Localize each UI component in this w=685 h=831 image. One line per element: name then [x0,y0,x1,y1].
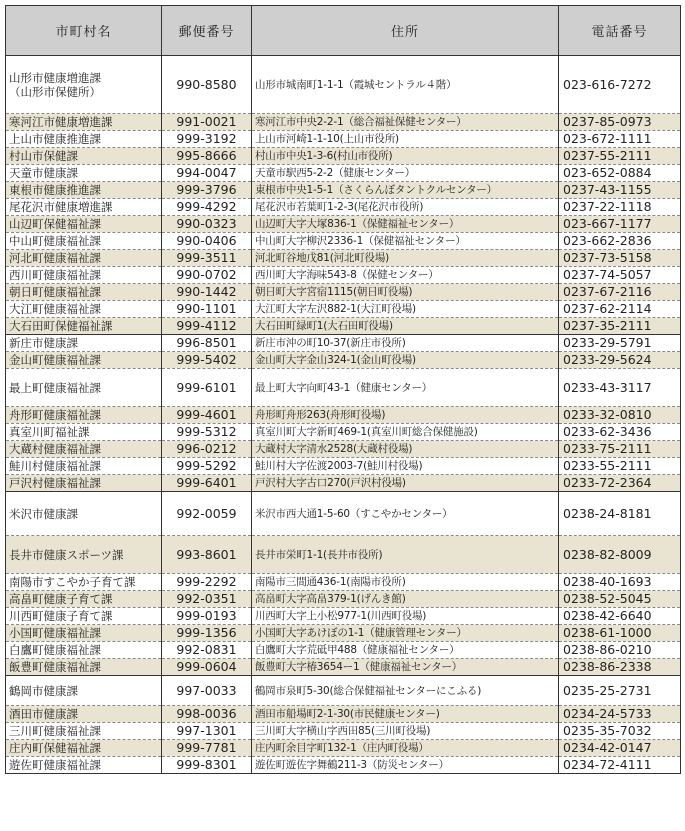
address-cell: 長井市栄町1-1(長井市役所) [252,536,559,574]
table-row [6,335,681,352]
table-row [6,642,681,659]
municipality-cell: 白鷹町健康福祉課 [6,642,162,659]
postal-code-cell: 991-0021 [162,114,252,131]
address-cell: 小国町大字あけぼの1-1（健康管理センター） [252,625,559,642]
postal-code-cell: 990-0702 [162,267,252,284]
address-cell: 大石田町緑町1(大石田町役場) [252,318,559,335]
postal-code-cell: 996-0212 [162,441,252,458]
phone-cell: 0238-40-1693 [559,574,681,591]
table-row [6,574,681,591]
phone-cell: 0233-29-5791 [559,335,681,352]
address-cell: 寒河江市中央2-2-1（総合福祉保健センター） [252,114,559,131]
table-row [6,536,681,574]
phone-cell: 0234-24-5733 [559,706,681,723]
postal-code-cell: 990-1442 [162,284,252,301]
municipality-cell: 寒河江市健康増進課 [6,114,162,131]
table-row [6,182,681,199]
postal-code-cell: 993-8601 [162,536,252,574]
postal-code-cell: 999-2292 [162,574,252,591]
address-cell: 酒田市船場町2-1-30(市民健康センター) [252,706,559,723]
postal-code-cell: 999-5402 [162,352,252,369]
municipality-cell: 遊佐町健康福祉課 [6,757,162,774]
table-row [6,458,681,475]
address-cell: 米沢市西大通1-5-60（すこやかセンター） [252,492,559,536]
address-cell: 遊佐町遊佐字舞鶴211-3（防災センター） [252,757,559,774]
phone-cell: 0237-85-0973 [559,114,681,131]
municipality-cell: 天童市健康課 [6,165,162,182]
phone-cell: 0233-55-2111 [559,458,681,475]
phone-cell: 0238-42-6640 [559,608,681,625]
municipality-cell: 中山町健康福祉課 [6,233,162,250]
postal-code-cell: 999-3796 [162,182,252,199]
phone-cell: 0235-25-2731 [559,676,681,706]
table-row [6,267,681,284]
municipality-cell: 山形市健康増進課 （山形市保健所） [6,56,162,114]
postal-code-cell: 999-4601 [162,407,252,424]
municipality-cell: 新庄市健康課 [6,335,162,352]
table-row [6,250,681,267]
phone-cell: 0237-35-2111 [559,318,681,335]
phone-cell: 0238-24-8181 [559,492,681,536]
table-row [6,740,681,757]
municipality-cell: 舟形町健康福祉課 [6,407,162,424]
table-row [6,608,681,625]
table-row [6,591,681,608]
postal-code-cell: 990-0406 [162,233,252,250]
postal-code-cell: 990-0323 [162,216,252,233]
phone-cell: 0235-35-7032 [559,723,681,740]
phone-cell: 0237-73-5158 [559,250,681,267]
header-postal-code: 郵便番号 [162,6,252,56]
phone-cell: 0233-29-5624 [559,352,681,369]
municipality-cell: 庄内町保健福祉課 [6,740,162,757]
phone-cell: 0233-32-0810 [559,407,681,424]
address-cell: 飯豊町大字椿3654ー1（健康福祉センター） [252,659,559,676]
phone-cell: 0233-75-2111 [559,441,681,458]
postal-code-cell: 994-0047 [162,165,252,182]
municipality-cell: 鮭川村健康福祉課 [6,458,162,475]
postal-code-cell: 999-7781 [162,740,252,757]
municipality-cell: 朝日町健康福祉課 [6,284,162,301]
header-municipality: 市町村名 [6,6,162,56]
address-cell: 戸沢村大字古口270(戸沢村役場) [252,475,559,492]
municipality-cell: 南陽市すこやか子育て課 [6,574,162,591]
postal-code-cell: 999-0604 [162,659,252,676]
address-cell: 大江町大字左沢882-1(大江町役場) [252,301,559,318]
address-cell: 天童市駅西5-2-2（健康センター） [252,165,559,182]
header-phone: 電話番号 [559,6,681,56]
municipality-cell: 上山市健康推進課 [6,131,162,148]
table-row [6,148,681,165]
address-cell: 大蔵村大字清水2528(大蔵村役場) [252,441,559,458]
phone-cell: 0237-62-2114 [559,301,681,318]
table-row [6,441,681,458]
postal-code-cell: 999-3511 [162,250,252,267]
phone-cell: 0238-86-0210 [559,642,681,659]
table-row [6,199,681,216]
phone-cell: 0237-67-2116 [559,284,681,301]
phone-cell: 023-662-2836 [559,233,681,250]
postal-code-cell: 999-5312 [162,424,252,441]
table-row [6,216,681,233]
table-row [6,492,681,536]
postal-code-cell: 995-8666 [162,148,252,165]
postal-code-cell: 999-6101 [162,369,252,407]
phone-cell: 023-672-1111 [559,131,681,148]
table-row [6,723,681,740]
table-row [6,676,681,706]
municipality-cell: 戸沢村健康福祉課 [6,475,162,492]
municipality-cell: 米沢市健康課 [6,492,162,536]
phone-cell: 0233-72-2364 [559,475,681,492]
phone-cell: 0237-55-2111 [559,148,681,165]
address-cell: 金山町大字金山324-1(金山町役場) [252,352,559,369]
address-cell: 南陽市三間通436-1(南陽市役所) [252,574,559,591]
municipality-cell: 三川町健康福祉課 [6,723,162,740]
table-row [6,56,681,114]
table-row [6,757,681,774]
municipality-cell: 川西町健康子育て課 [6,608,162,625]
table-row [6,706,681,723]
postal-code-cell: 999-8301 [162,757,252,774]
postal-code-cell: 992-0059 [162,492,252,536]
postal-code-cell: 999-0193 [162,608,252,625]
address-cell: 三川町大字横山字西田85(三川町役場) [252,723,559,740]
address-cell: 山形市城南町1-1-1（霞城セントラル４階） [252,56,559,114]
phone-cell: 0237-74-5057 [559,267,681,284]
municipality-cell: 山辺町保健福祉課 [6,216,162,233]
phone-cell: 0238-82-8009 [559,536,681,574]
municipality-cell: 東根市健康推進課 [6,182,162,199]
postal-code-cell: 999-4112 [162,318,252,335]
address-cell: 山辺町大字大塚836-1（保健福祉センター） [252,216,559,233]
municipality-cell: 大蔵村健康福祉課 [6,441,162,458]
postal-code-cell: 990-1101 [162,301,252,318]
phone-cell: 0237-43-1155 [559,182,681,199]
municipality-cell: 鶴岡市健康課 [6,676,162,706]
phone-cell: 0233-43-3117 [559,369,681,407]
table-row [6,369,681,407]
address-cell: 庄内町余目字町132-1（庄内町役場） [252,740,559,757]
postal-code-cell: 999-6401 [162,475,252,492]
postal-code-cell: 999-5292 [162,458,252,475]
table-row [6,424,681,441]
address-cell: 中山町大字柳沢2336-1（保健福祉センター） [252,233,559,250]
table-body [6,56,681,774]
phone-cell: 0238-52-5045 [559,591,681,608]
header-row [6,6,681,56]
municipality-cell: 酒田市健康課 [6,706,162,723]
address-cell: 高畠町大字高畠379-1(げんき館) [252,591,559,608]
phone-cell: 0238-86-2338 [559,659,681,676]
municipality-cell: 河北町健康福祉課 [6,250,162,267]
address-cell: 上山市河崎1-1-10(上山市役所) [252,131,559,148]
table-row [6,659,681,676]
address-cell: 尾花沢市若葉町1-2-3(尾花沢市役所) [252,199,559,216]
address-cell: 東根市中央1-5-1（さくらんぼタントクルセンター） [252,182,559,199]
contact-table-page [5,5,680,774]
address-cell: 村山市中央1-3-6(村山市役所) [252,148,559,165]
postal-code-cell: 999-3192 [162,131,252,148]
postal-code-cell: 997-0033 [162,676,252,706]
address-cell: 川西町大字上小松977-1(川西町役場) [252,608,559,625]
phone-cell: 0237-22-1118 [559,199,681,216]
table-row [6,114,681,131]
postal-code-cell: 999-4292 [162,199,252,216]
address-cell: 最上町大字向町43-1（健康センター） [252,369,559,407]
table-row [6,301,681,318]
phone-cell: 0234-72-4111 [559,757,681,774]
phone-cell: 0238-61-1000 [559,625,681,642]
municipality-cell: 尾花沢市健康増進課 [6,199,162,216]
header-address: 住所 [252,6,559,56]
phone-cell: 023-652-0884 [559,165,681,182]
address-cell: 舟形町舟形263(舟形町役場) [252,407,559,424]
phone-cell: 023-616-7272 [559,56,681,114]
address-cell: 鮭川村大字佐渡2003-7(鮭川村役場) [252,458,559,475]
phone-cell: 0234-42-0147 [559,740,681,757]
address-cell: 河北町谷地戊81(河北町役場) [252,250,559,267]
table-row [6,352,681,369]
postal-code-cell: 997-1301 [162,723,252,740]
address-cell: 真室川町大字新町469-1(真室川町総合保健施設) [252,424,559,441]
postal-code-cell: 996-8501 [162,335,252,352]
table-row [6,233,681,250]
municipality-cell: 飯豊町健康福祉課 [6,659,162,676]
table-row [6,407,681,424]
table-row [6,284,681,301]
postal-code-cell: 992-0351 [162,591,252,608]
municipality-cell: 金山町健康福祉課 [6,352,162,369]
phone-cell: 0233-62-3436 [559,424,681,441]
address-cell: 鶴岡市泉町5-30(総合保健福祉センターにこふる) [252,676,559,706]
municipality-cell: 最上町健康福祉課 [6,369,162,407]
municipality-cell: 大石田町保健福祉課 [6,318,162,335]
municipal-health-office-table [5,5,681,774]
address-cell: 西川町大字海味543-8（保健センター） [252,267,559,284]
municipality-cell: 大江町健康福祉課 [6,301,162,318]
table-row [6,318,681,335]
municipality-cell: 村山市保健課 [6,148,162,165]
municipality-cell: 西川町健康福祉課 [6,267,162,284]
postal-code-cell: 990-8580 [162,56,252,114]
postal-code-cell: 999-1356 [162,625,252,642]
table-row [6,165,681,182]
table-row [6,625,681,642]
municipality-cell: 長井市健康スポーツ課 [6,536,162,574]
municipality-cell: 高畠町健康子育て課 [6,591,162,608]
address-cell: 朝日町大字宮宿1115(朝日町役場) [252,284,559,301]
municipality-cell: 小国町健康福祉課 [6,625,162,642]
postal-code-cell: 998-0036 [162,706,252,723]
address-cell: 新庄市沖の町10-37(新庄市役所) [252,335,559,352]
address-cell: 白鷹町大字荒砥甲488（健康福祉センター） [252,642,559,659]
table-row [6,131,681,148]
table-row [6,475,681,492]
postal-code-cell: 992-0831 [162,642,252,659]
municipality-cell: 真室川町福祉課 [6,424,162,441]
phone-cell: 023-667-1177 [559,216,681,233]
